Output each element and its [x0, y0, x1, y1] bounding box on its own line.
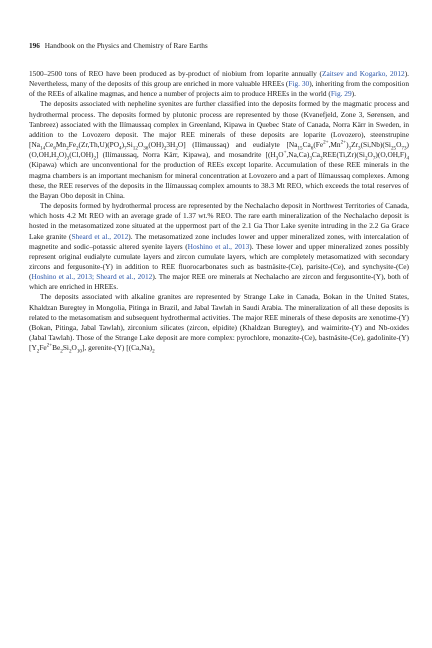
paragraph: The deposits associated with alkaline granites are represented by Strange Lake in Canada, Bokan in the United States, Khaldzan Buregtey in Mongolia, Pitinga in Brazil, and Jabal Tawlah in Saudi Arabia. The mineralization of all these deposits is related to the metasomatism and subsequent hydrothermal activities. The major REE minerals of these deposits are xenotime-(Y) (Bokan, Pitinga, Jabal Tawlah), zirconium silicates (zircon, elpidite) (Khaldzan Buregtey), and waimirite-(Y) and Nb-oxides (Jabal Tawlah). Those of the Strange Lake deposit are more complex: pyrochlore, monazite-(Ce), bastnäsite-(Ce), gadolinite-(Y) $[Y_2Fe^{2+}Be_2Si_2O_{10}]$, gerenite-(Y) [$(Ca,Na)_2$ — [29, 292, 409, 355]
page-number: 196 — [29, 41, 40, 50]
paragraph: The deposits associated with nepheline syenites are further classified into the deposits formed by the magmatic process and hydrothermal process. The deposits formed by plutonic process are represented by those (Kvanefjeld, Zone 3, Sørensen, and Tanbreez) associated with the Ilímaussaq complex in Greenland, Kipawa in Quebec State of Canada, Norra Kärr in Sweden, in addition to the Lovozero deposit. The major REE minerals of these deposits are loparite (Lovozero), steenstrupine $[Na_{14}Ce_6Mn_2Fe_2(Zr,Th,U)(PO_4)_7Si_{12}O_{36}(OH)_23H_2O]$ (Ilímaussaq) and eudialyte $[Na_{15}Ca_6(Fe^{2+},Mn^{2+})_3Zr_3(Si,Nb)(Si_{25}O_{73})(O,OH,H_2O)_3(Cl,OH)_2]$ (Ilímaussaq, Norra Kärr, Kipawa), and mosandrite [$(H_3O^+,Na,Ca)_3Ca_3REE(Ti,Zr)(Si_2O_7)(O,OH,F)_4$ (Kipawa) which are unconventional for the production of REEs except loparite. Accumulation of these REE minerals in the magma chambers is an important mechanism for mineral concentration at Lovozero and a part of Ilímaussaq complexes. Among these, the REE reserves of the deposits in the Ilímaussaq complex amounts to 38.3 Mt REO, which exceeds the total reserves of the Bayan Obo deposit in China. — [29, 99, 409, 200]
paragraph: 1500–2500 tons of REO have been produced as by-product of niobium from loparite annually (Zaitsev and Kogarko, 2012). Nevertheless, many of the deposits of this group are enriched in more valuable HREEs (Fig. 30), inheriting from the composition of the REEs of alkaline magmas, and hence a number of projects aim to produce HREEs in the world (Fig. 29). — [29, 69, 409, 99]
running-title: Handbook on the Physics and Chemistry of Rare Earths — [44, 41, 208, 50]
body-text — [29, 69, 409, 353]
paragraph: The deposits formed by hydrothermal process are represented by the Nechalacho deposit in Northwest Territories of Canada, which hosts 4.2 Mt REO with an average grade of 1.37 wt.% REO. The rare earth mineralization of the Nechalacho deposit is hosted in the metasomatized zone situated at the uppermost part of the 2.1 Ga Thor Lake syenite intruding in the 2.2 Ga Grace Lake granite (Sheard et al., 2012). The metasomatized zone includes lower and upper mineralized zones, with intercalation of magnetite and sodic–potassic altered syenite layers (Hoshino et al., 2013). These lower and upper mineralized zones possibly represent original eudialyte cumulate layers and zircon cumulate layers, which are completely metasomatized with secondary zircons and fergusonite-(Y) in addition to REE fluorocarbonates such as bastnäsite-(Ce), parisite-(Ce), and synchysite-(Ce) (Hoshino et al., 2013; Sheard et al., 2012). The major REE ore minerals at Nechalacho are zircon and fergusontite-(Y), both of which are enriched in HREEs. — [29, 201, 409, 292]
running-header — [29, 41, 409, 50]
